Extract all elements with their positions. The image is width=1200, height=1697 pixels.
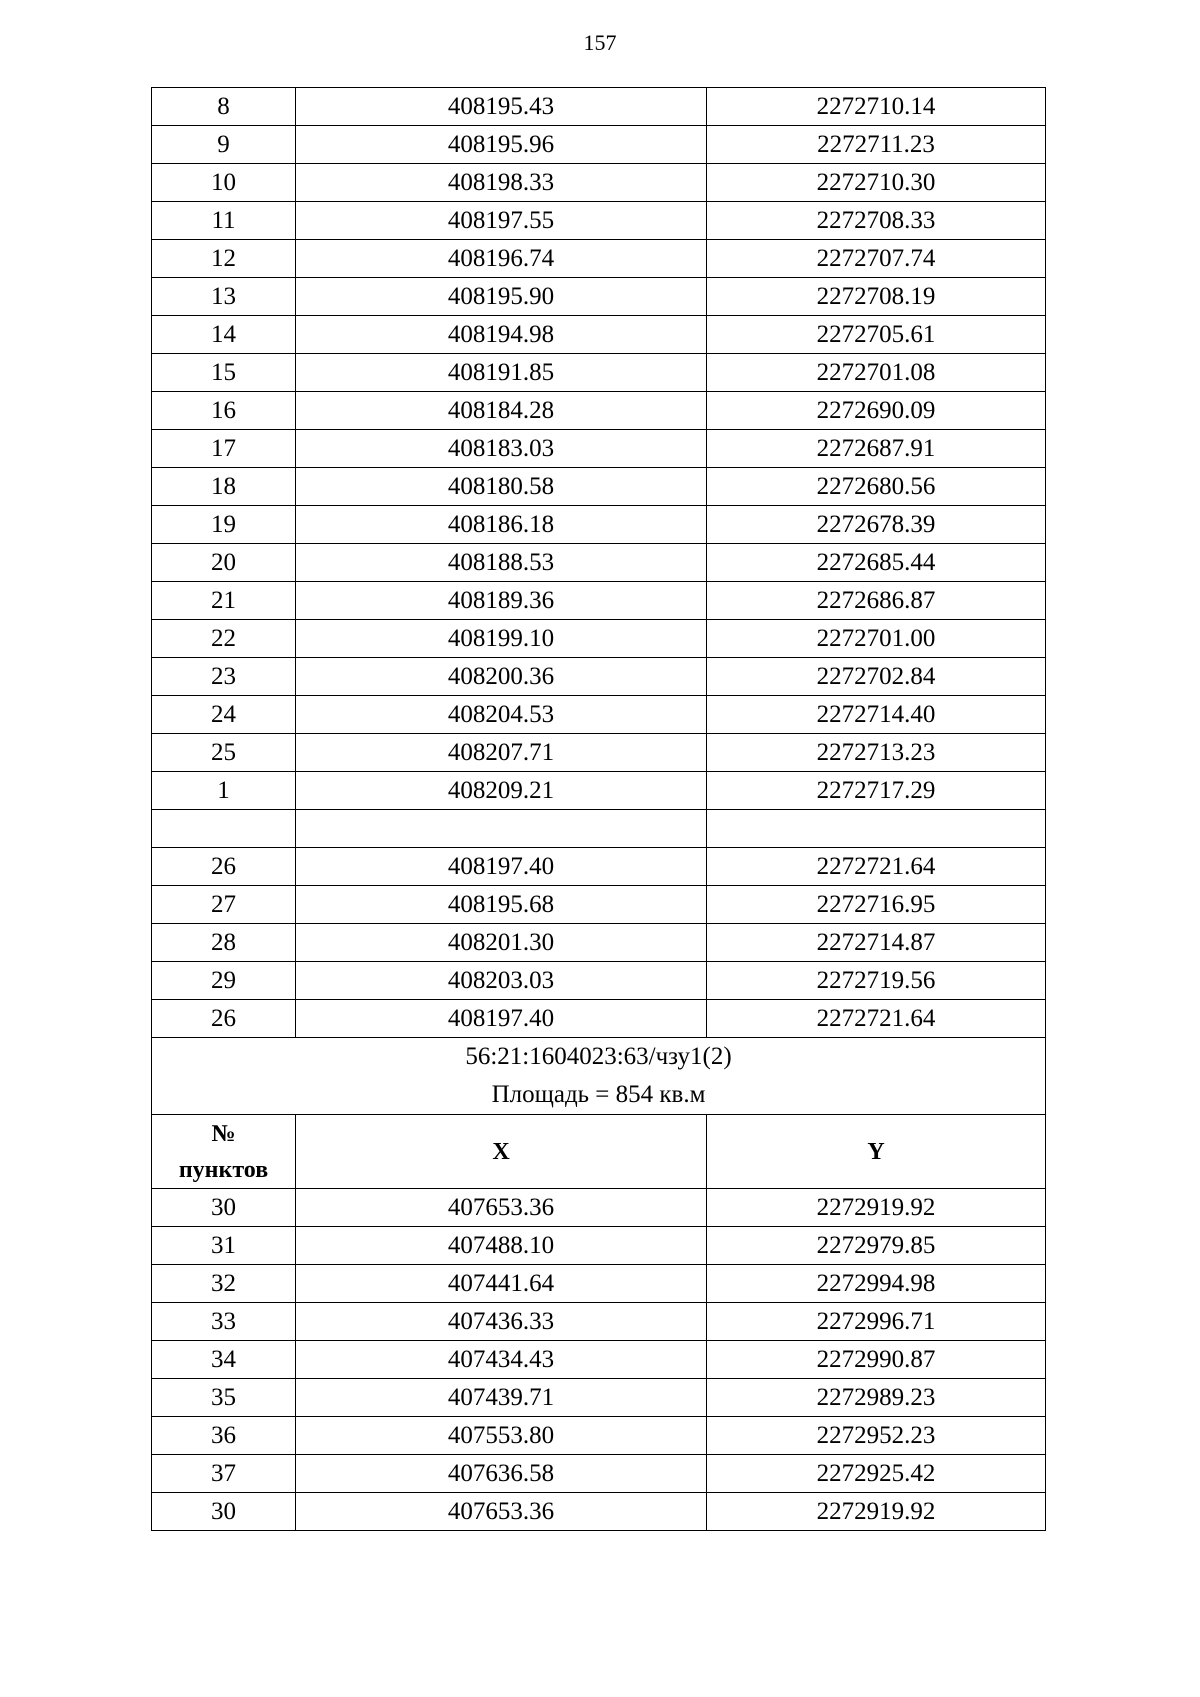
section-block [152, 1038, 1046, 1189]
table-row [152, 962, 1046, 1000]
point-number-cell: 30 [152, 1189, 296, 1227]
point-number-cell: 20 [152, 544, 296, 582]
table-row [152, 1189, 1046, 1227]
table-row [152, 202, 1046, 240]
y-coordinate-cell: 2272707.74 [707, 240, 1046, 278]
point-number-cell: 33 [152, 1303, 296, 1341]
table-row [152, 430, 1046, 468]
table-row [152, 1417, 1046, 1455]
y-coordinate-cell: 2272708.19 [707, 278, 1046, 316]
point-number-cell: 14 [152, 316, 296, 354]
x-coordinate-cell: 408198.33 [296, 164, 707, 202]
y-coordinate-cell: 2272708.33 [707, 202, 1046, 240]
x-coordinate-cell: 408183.03 [296, 430, 707, 468]
y-coordinate-cell: 2272705.61 [707, 316, 1046, 354]
table-row [152, 88, 1046, 126]
coordinates-part-1 [152, 88, 1046, 810]
y-coordinate-cell: 2272687.91 [707, 430, 1046, 468]
x-coordinate-cell: 408197.55 [296, 202, 707, 240]
x-coordinate-cell: 407488.10 [296, 1227, 707, 1265]
table-row [152, 1227, 1046, 1265]
table-row [152, 696, 1046, 734]
x-coordinate-cell: 408195.90 [296, 278, 707, 316]
coordinates-part-2 [152, 848, 1046, 1038]
point-number-cell: 10 [152, 164, 296, 202]
x-coordinate-cell: 407439.71 [296, 1379, 707, 1417]
table-row [152, 468, 1046, 506]
x-coordinate-cell: 407436.33 [296, 1303, 707, 1341]
table-row [152, 1000, 1046, 1038]
blank-cell [152, 810, 296, 848]
y-coordinate-cell: 2272717.29 [707, 772, 1046, 810]
x-coordinate-cell: 408200.36 [296, 658, 707, 696]
point-number-cell: 30 [152, 1493, 296, 1531]
point-number-cell: 26 [152, 848, 296, 886]
header-number-cell [152, 1115, 296, 1189]
point-number-cell: 18 [152, 468, 296, 506]
cadastral-number: 56:21:1604023:63/чзу1(2) [465, 1043, 732, 1070]
point-number-cell: 16 [152, 392, 296, 430]
area-text: Площадь = 854 кв.м [491, 1081, 706, 1108]
x-coordinate-cell: 408180.58 [296, 468, 707, 506]
point-number-cell: 26 [152, 1000, 296, 1038]
point-number-cell: 36 [152, 1417, 296, 1455]
y-coordinate-cell: 2272686.87 [707, 582, 1046, 620]
table-row [152, 354, 1046, 392]
point-number-cell: 19 [152, 506, 296, 544]
y-coordinate-cell: 2272996.71 [707, 1303, 1046, 1341]
table-row [152, 164, 1046, 202]
y-coordinate-cell: 2272678.39 [707, 506, 1046, 544]
point-number-cell: 8 [152, 88, 296, 126]
blank-row [152, 810, 1046, 848]
table-row [152, 1303, 1046, 1341]
table-row [152, 544, 1046, 582]
y-coordinate-cell: 2272690.09 [707, 392, 1046, 430]
header-number-label: пунктов [178, 1156, 269, 1183]
table-row [152, 126, 1046, 164]
table-row [152, 240, 1046, 278]
point-number-cell: 32 [152, 1265, 296, 1303]
x-coordinate-cell: 407434.43 [296, 1341, 707, 1379]
table-row [152, 848, 1046, 886]
table-row [152, 1455, 1046, 1493]
blank-separator [152, 810, 1046, 848]
y-coordinate-cell: 2272952.23 [707, 1417, 1046, 1455]
table-row [152, 924, 1046, 962]
x-coordinate-cell: 408203.03 [296, 962, 707, 1000]
coordinates-part-3 [152, 1189, 1046, 1531]
coordinates-table [151, 87, 1046, 1531]
x-coordinate-cell: 408199.10 [296, 620, 707, 658]
x-coordinate-cell: 408186.18 [296, 506, 707, 544]
x-coordinate-cell: 407653.36 [296, 1189, 707, 1227]
y-coordinate-cell: 2272710.14 [707, 88, 1046, 126]
x-coordinate-cell: 408194.98 [296, 316, 707, 354]
table-row [152, 316, 1046, 354]
x-coordinate-cell: 408204.53 [296, 696, 707, 734]
point-number-cell: 12 [152, 240, 296, 278]
x-coordinate-cell: 408197.40 [296, 1000, 707, 1038]
point-number-cell: 34 [152, 1341, 296, 1379]
point-number-cell: 22 [152, 620, 296, 658]
y-coordinate-cell: 2272711.23 [707, 126, 1046, 164]
header-y: Y [707, 1115, 1046, 1189]
y-coordinate-cell: 2272701.00 [707, 620, 1046, 658]
table-row [152, 506, 1046, 544]
x-coordinate-cell: 408189.36 [296, 582, 707, 620]
x-coordinate-cell: 408191.85 [296, 354, 707, 392]
x-coordinate-cell: 408201.30 [296, 924, 707, 962]
x-coordinate-cell: 408184.28 [296, 392, 707, 430]
y-coordinate-cell: 2272710.30 [707, 164, 1046, 202]
point-number-cell: 29 [152, 962, 296, 1000]
point-number-cell: 23 [152, 658, 296, 696]
y-coordinate-cell: 2272989.23 [707, 1379, 1046, 1417]
point-number-cell: 25 [152, 734, 296, 772]
point-number-cell: 1 [152, 772, 296, 810]
x-coordinate-cell: 408197.40 [296, 848, 707, 886]
x-coordinate-cell: 408195.43 [296, 88, 707, 126]
x-coordinate-cell: 408209.21 [296, 772, 707, 810]
y-coordinate-cell: 2272721.64 [707, 848, 1046, 886]
header-number-symbol: № [211, 1120, 236, 1147]
table-row [152, 392, 1046, 430]
y-coordinate-cell: 2272919.92 [707, 1189, 1046, 1227]
point-number-cell: 15 [152, 354, 296, 392]
point-number-cell: 37 [152, 1455, 296, 1493]
y-coordinate-cell: 2272716.95 [707, 886, 1046, 924]
x-coordinate-cell: 408196.74 [296, 240, 707, 278]
y-coordinate-cell: 2272685.44 [707, 544, 1046, 582]
point-number-cell: 13 [152, 278, 296, 316]
x-coordinate-cell: 407441.64 [296, 1265, 707, 1303]
point-number-cell: 21 [152, 582, 296, 620]
y-coordinate-cell: 2272714.87 [707, 924, 1046, 962]
table-row [152, 1379, 1046, 1417]
y-coordinate-cell: 2272919.92 [707, 1493, 1046, 1531]
table-row [152, 658, 1046, 696]
table-row [152, 620, 1046, 658]
x-coordinate-cell: 407636.58 [296, 1455, 707, 1493]
y-coordinate-cell: 2272979.85 [707, 1227, 1046, 1265]
y-coordinate-cell: 2272994.98 [707, 1265, 1046, 1303]
y-coordinate-cell: 2272702.84 [707, 658, 1046, 696]
x-coordinate-cell: 407553.80 [296, 1417, 707, 1455]
section-cell [152, 1038, 1046, 1115]
point-number-cell: 27 [152, 886, 296, 924]
table-row [152, 582, 1046, 620]
point-number-cell: 9 [152, 126, 296, 164]
table-row [152, 886, 1046, 924]
x-coordinate-cell: 408195.68 [296, 886, 707, 924]
page-number: 157 [583, 30, 617, 55]
blank-cell [707, 810, 1046, 848]
point-number-cell: 28 [152, 924, 296, 962]
point-number-cell: 17 [152, 430, 296, 468]
point-number-cell: 35 [152, 1379, 296, 1417]
y-coordinate-cell: 2272714.40 [707, 696, 1046, 734]
point-number-cell: 11 [152, 202, 296, 240]
table-row [152, 278, 1046, 316]
table-row [152, 1265, 1046, 1303]
y-coordinate-cell: 2272680.56 [707, 468, 1046, 506]
table-header-row [152, 1115, 1046, 1189]
x-coordinate-cell: 408207.71 [296, 734, 707, 772]
y-coordinate-cell: 2272701.08 [707, 354, 1046, 392]
table-row [152, 734, 1046, 772]
x-coordinate-cell: 407653.36 [296, 1493, 707, 1531]
header-x: X [296, 1115, 707, 1189]
table-row [152, 1341, 1046, 1379]
y-coordinate-cell: 2272713.23 [707, 734, 1046, 772]
y-coordinate-cell: 2272990.87 [707, 1341, 1046, 1379]
table-row [152, 772, 1046, 810]
section-row [152, 1038, 1046, 1115]
x-coordinate-cell: 408188.53 [296, 544, 707, 582]
y-coordinate-cell: 2272721.64 [707, 1000, 1046, 1038]
point-number-cell: 31 [152, 1227, 296, 1265]
y-coordinate-cell: 2272925.42 [707, 1455, 1046, 1493]
x-coordinate-cell: 408195.96 [296, 126, 707, 164]
point-number-cell: 24 [152, 696, 296, 734]
table-row [152, 1493, 1046, 1531]
blank-cell [296, 810, 707, 848]
y-coordinate-cell: 2272719.56 [707, 962, 1046, 1000]
